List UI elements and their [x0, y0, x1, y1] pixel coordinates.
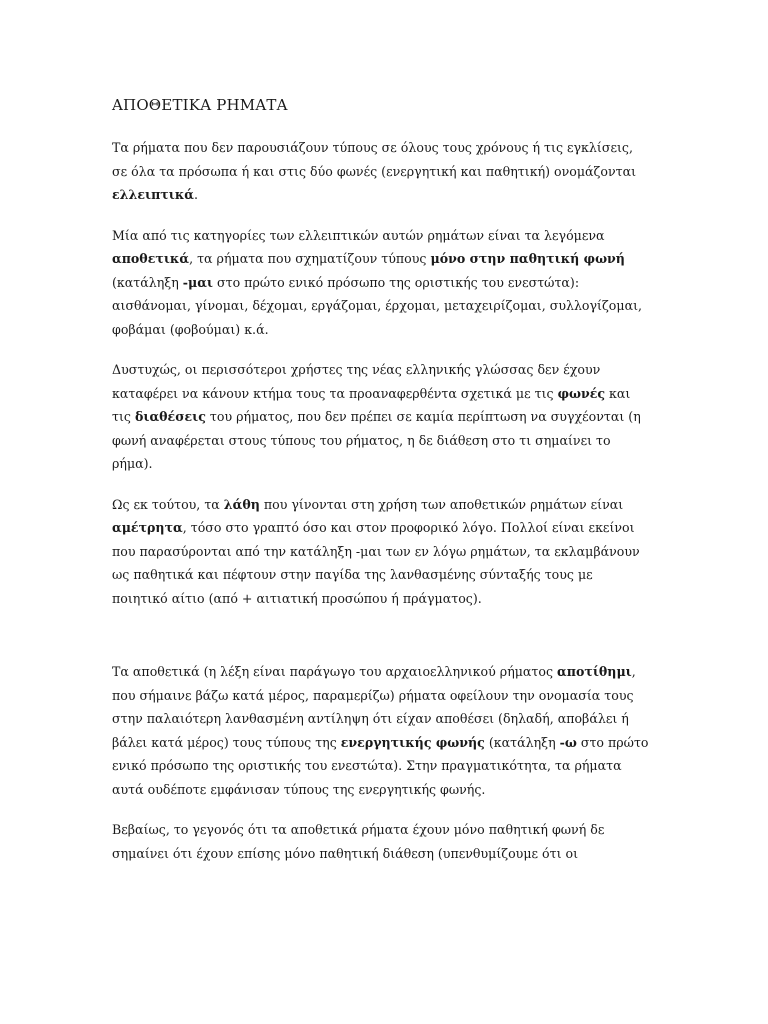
paragraph-6-text-a: Βεβαίως, το γεγονός ότι τα αποθετικά ρήματα έχουν μόνο παθητική φωνή δε σημαίνει ότι έχουν επίσης μόνο παθητική διάθεση (υπενθυμίζουμε ότι οι	[112, 822, 605, 861]
paragraph-3	[112, 358, 650, 476]
paragraph-2-text-c: , τα ρήματα που σχηματίζουν τύπους	[189, 251, 431, 266]
paragraph-2-bold-2: μόνο στην παθητική φωνή	[430, 251, 625, 266]
paragraph-3-bold-2: διαθέσεις	[134, 409, 206, 424]
paragraph-4-text-a: Ως εκ τούτου, τα	[112, 496, 224, 512]
paragraph-2-text-a: Μία από τις κατηγορίες των ελλειπτικών αυτών ρημάτων είναι τα λεγόμενα	[112, 227, 605, 243]
paragraph-2-bold-1: αποθετικά	[112, 251, 190, 266]
paragraph-1-text-a: Τα ρήματα που δεν παρουσιάζουν τύπους σε όλους τους χρόνους ή τις εγκλίσεις, σε όλα τα πρόσωπα ή και στις δύο φωνές (ενεργητική και παθητική) ονομάζονται	[112, 140, 637, 179]
paragraph-4	[112, 493, 650, 611]
paragraph-2	[112, 224, 650, 342]
paragraph-1	[112, 136, 650, 207]
paragraph-5-text-d: (κατάληξη	[484, 734, 560, 750]
paragraph-3-text-c: και τις	[112, 385, 631, 424]
paragraph-2-text-d: (κατάληξη	[112, 274, 183, 290]
paragraph-5-bold-1: αποτίθημι	[557, 664, 632, 679]
document-title: ΑΠΟΘΕΤΙΚΑ ΡΗΜΑΤΑ	[112, 96, 288, 114]
paragraph-3-bold-1: φωνές	[557, 385, 606, 401]
paragraph-2-text-e: στο πρώτο ενικό πρόσωπο της οριστικής του ενεστώτα): αισθάνομαι, γίνομαι, δέχομαι, εργάζομαι, έρχομαι, μεταχειρίζομαι, συλλογίζομαι, φοβάμαι (φοβούμαι) κ.ά.	[112, 274, 643, 337]
paragraph-5	[112, 660, 650, 801]
paragraph-5-bold-2: ενεργητικής φωνής	[340, 734, 485, 750]
paragraph-4-text-c: που γίνονται στη χρήση των αποθετικών ρημάτων είναι	[259, 496, 624, 512]
paragraph-2-bold-3: -μαι	[182, 274, 214, 290]
paragraph-1-text-c: .	[193, 187, 198, 202]
paragraph-1-bold-1: ελλειπτικά	[112, 187, 194, 202]
paragraph-5-text-a: Τα αποθετικά (η λέξη είναι παράγωγο του αρχαιοελληνικού ρήματος	[112, 664, 558, 679]
paragraph-6	[112, 818, 650, 865]
paragraph-5-bold-3: -ω	[559, 734, 577, 750]
paragraph-3-text-d: του ρήματος, που δεν πρέπει σε καμία περίπτωση να συγχέονται (η φωνή αναφέρεται στους τύπους του ρήματος, η δε διάθεση στο τι σημαίνει το ρήμα).	[112, 409, 641, 471]
paragraph-3-text-a: Δυστυχώς, οι περισσότεροι χρήστες της νέας ελληνικής γλώσσας δεν έχουν καταφέρει να κάνουν κτήμα τους τα προαναφερθέντα σχετικά με τις	[112, 362, 601, 401]
paragraph-5-text-c: , που σήμαινε βάζω κατά μέρος, παραμερίζω) ρήματα οφείλουν την ονομασία τους στην παλαιότερη λανθασμένη αντίληψη ότι είχαν αποθέσει (δηλαδή, αποβάλει ή βάλει κατά μέρος) τους τύπους της	[112, 664, 636, 750]
paragraph-5-text-e: στο πρώτο ενικό πρόσωπο της οριστικής του ενεστώτα). Στην πραγματικότητα, τα ρήματα αυτά ουδέποτε εμφάνισαν τύπους της ενεργητικής φωνής.	[112, 734, 649, 797]
paragraph-4-bold-2: αμέτρητα	[112, 520, 183, 535]
paragraph-4-bold-1: λάθη	[223, 496, 260, 512]
paragraph-4-text-d: , τόσο στο γραπτό όσο και στον προφορικό λόγο. Πολλοί είναι εκείνοι που παρασύρονται από την κατάληξη -μαι των εν λόγω ρημάτων, τα εκλαμβάνουν ως παθητικά και πέφτουν στην παγίδα της λανθασμένης σύνταξής τους με ποιητικό αίτιο (από + αιτιατική προσώπου ή πράγματος).	[112, 520, 640, 606]
